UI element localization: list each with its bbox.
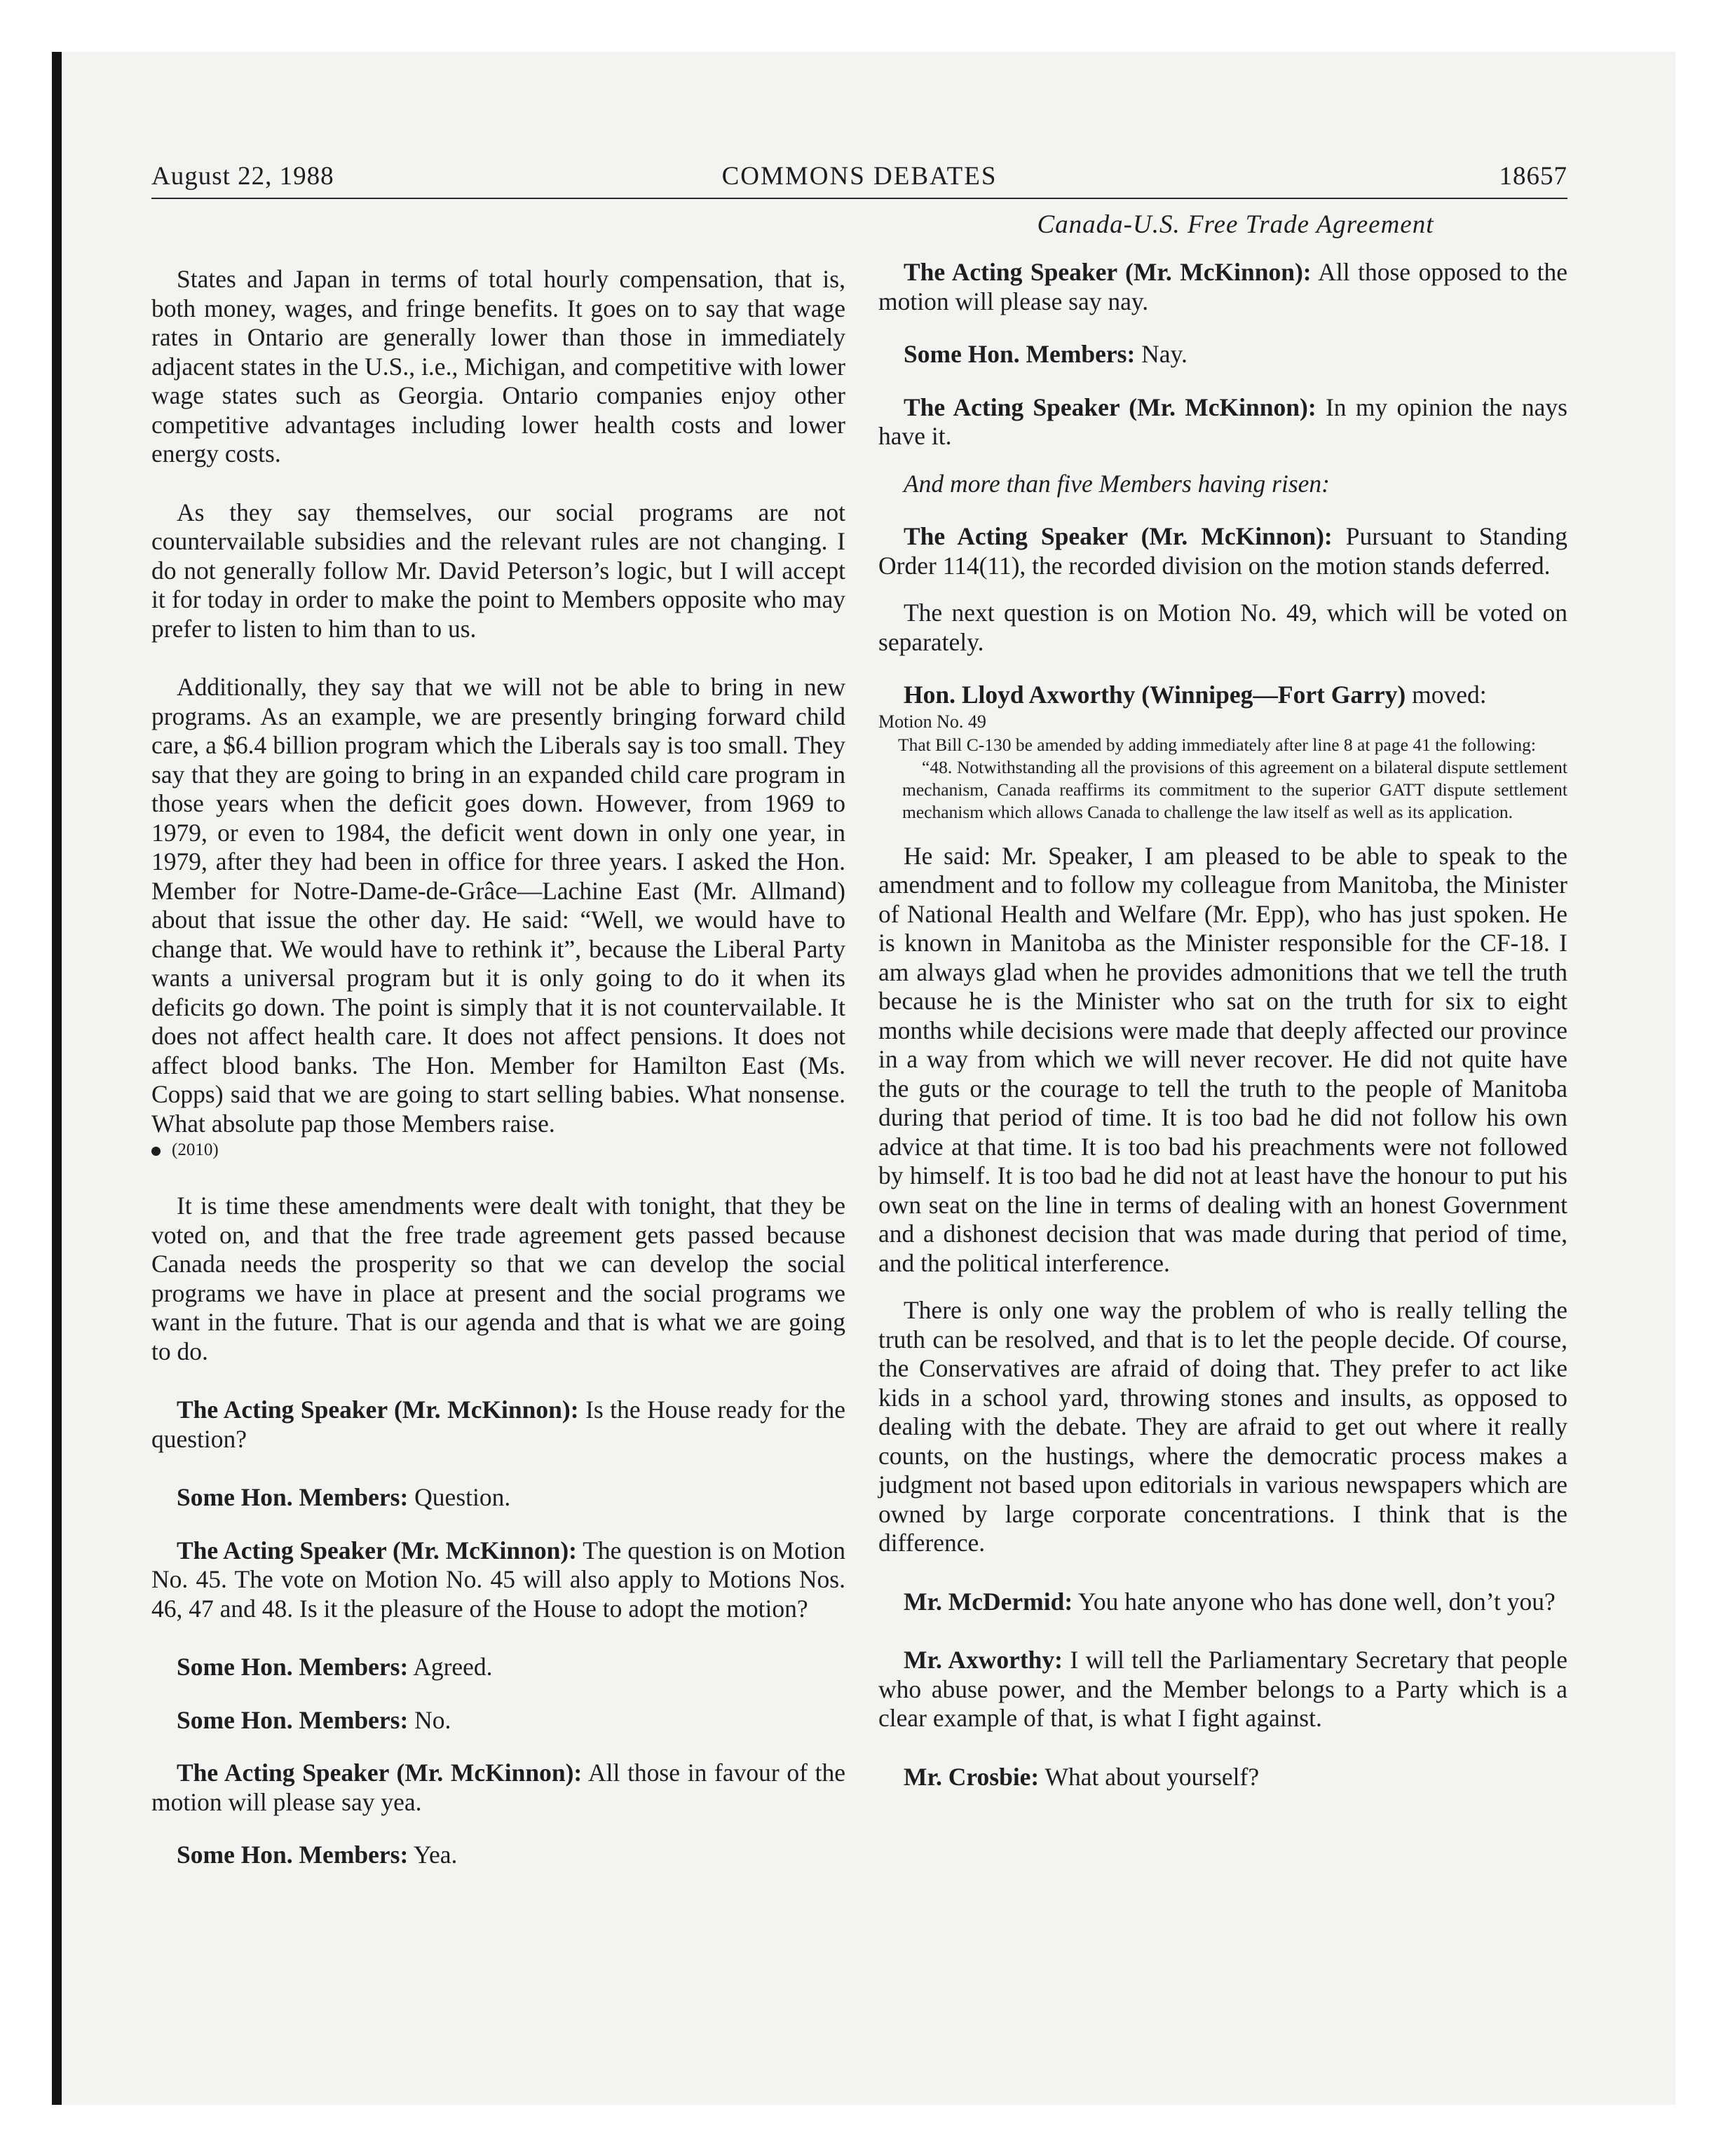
speech-entry: [151, 1759, 845, 1817]
paragraph: There is only one way the problem of who is really telling the truth can be resolved, and that is to let the people decide. Of course, the Conservatives are afraid of doing that. They prefer to act like kids in a school yard, throwing stones and insults, as opposed to dealing with the debate. They are afraid to get out where it really counts, on the hustings, where the democratic process makes a judgment not based upon editorials in various newspapers which are owned by large corporate concentrations. I think that is the difference.: [878, 1296, 1567, 1557]
speech-text: What about yourself?: [1039, 1762, 1260, 1791]
speech-entry: [151, 1536, 845, 1624]
speech-entry: [878, 1763, 1567, 1792]
speaker-name: The Acting Speaker (Mr. McKinnon):: [177, 1759, 583, 1787]
right-column: [878, 210, 1567, 1792]
speaker-name: Some Hon. Members:: [904, 340, 1136, 368]
speaker-name: Some Hon. Members:: [177, 1653, 409, 1681]
speech-entry: [151, 1841, 845, 1870]
header-page-number: 18657: [1499, 162, 1567, 191]
speech-text: I will tell the Parliamentary Secretary that people who abuse power, and the Member belongs to a Party which is a clear example of that, is what I fight against.: [878, 1646, 1567, 1732]
speaker-name: The Acting Speaker (Mr. McKinnon):: [904, 393, 1316, 421]
header-date: August 22, 1988: [151, 162, 334, 191]
stage-direction: And more than five Members having risen:: [904, 469, 1330, 498]
paragraph: The next question is on Motion No. 49, which will be voted on separately.: [878, 599, 1567, 656]
speech-text: Agreed.: [408, 1653, 493, 1681]
speech-text: All those opposed to the motion will please say nay.: [878, 258, 1567, 315]
speech-text: Nay.: [1135, 340, 1188, 368]
scan-edge-shadow: [52, 52, 62, 2105]
speaker-name: Mr. Crosbie:: [904, 1762, 1040, 1791]
speaker-name: Some Hon. Members:: [177, 1841, 409, 1869]
speech-text: In my opinion the nays have it.: [878, 393, 1567, 450]
speech-text: Pursuant to Standing Order 114(11), the recorded division on the motion stands deferred.: [878, 522, 1567, 580]
speech-text: No.: [408, 1705, 451, 1734]
speech-entry: [878, 258, 1567, 316]
paragraph: States and Japan in terms of total hourly compensation, that is, both money, wages, and fringe benefits. It goes on to say that wage rates in Ontario are generally lower than those in immediately adjacent states in the U.S., i.e., Michigan, and competitive with lower wage states such as Georgia. Ontario companies enjoy other competitive advantages including lower health costs and lower energy costs.: [151, 265, 845, 468]
speech-text: Question.: [408, 1483, 511, 1511]
speaker-name: Some Hon. Members:: [177, 1483, 409, 1511]
speech-entry: [878, 340, 1567, 369]
speaker-name: The Acting Speaker (Mr. McKinnon):: [177, 1536, 577, 1564]
speech-text: You hate anyone who has done well, don’t you?: [1073, 1587, 1556, 1616]
speaker-name: Mr. Axworthy:: [904, 1646, 1063, 1674]
speech-entry: [878, 681, 1567, 710]
section-heading: Canada-U.S. Free Trade Agreement: [1037, 210, 1434, 239]
paragraph: It is time these amendments were dealt with tonight, that they be voted on, and that the free trade agreement gets passed because Canada needs the prosperity so that we can develop the social programs we have in place at present and the social programs we want in the future. That is our agenda and that is what we are going to do.: [151, 1192, 845, 1365]
speech-entry: [878, 1588, 1567, 1617]
speech-text: The question is on Motion No. 45. The vote on Motion No. 45 will also apply to Motions Nos. 46, 47 and 48. Is it the pleasure of the House to adopt the motion?: [151, 1536, 845, 1623]
speech-entry: [151, 1653, 845, 1682]
speaker-name: The Acting Speaker (Mr. McKinnon):: [177, 1396, 579, 1424]
paragraph: Additionally, they say that we will not be able to bring in new programs. As an example, we are presently bringing forward child care, a $6.4 billion program which the Liberals say is too small. They say that they are going to bring in an expanded child care program in those years when the deficit goes down. However, from 1969 to 1979, or even to 1984, the deficit went down in only one year, in 1979, after they had been in office for three years. I asked the Hon. Member for Notre-Dame-de-Grâce—Lachine East (Mr. Allmand) about that issue the other day. He said: “Well, we would have to change that. We would have to rethink it”, because the Liberal Party wants a universal program but it is only going to do it when its deficits go down. The point is simply that it is not countervailable. It does not affect health care. It does not affect pensions. It does not affect blood banks. The Hon. Member for Hamilton East (Ms. Copps) said that we are going to start selling babies. What nonsense. What absolute pap those Members raise.: [151, 673, 845, 1138]
motion-label: Motion No. 49: [878, 711, 986, 732]
motion-quote: “48. Notwithstanding all the provisions of this agreement on a bilateral dispute settlement mechanism, Canada reaffirms its commitment to the superior GATT dispute settlement mechanism which allows Canada to challenge the law itself as well as its application.: [902, 756, 1567, 822]
left-column: [151, 210, 845, 1870]
speech-text: Is the House ready for the question?: [151, 1396, 845, 1453]
speech-entry: [878, 522, 1567, 580]
header-title: COMMONS DEBATES: [721, 162, 998, 191]
speaker-name: Hon. Lloyd Axworthy (Winnipeg—Fort Garry): [904, 681, 1406, 709]
speech-entry: [878, 1646, 1567, 1733]
speech-entry: [878, 393, 1567, 451]
speech-text: All those in favour of the motion will please say yea.: [151, 1759, 845, 1816]
speech-text: Yea.: [408, 1841, 458, 1869]
motion-text: That Bill C-130 be amended by adding immediately after line 8 at page 41 the following:: [898, 734, 1536, 755]
speaker-name: Mr. McDermid:: [904, 1587, 1073, 1616]
speech-text: moved:: [1406, 681, 1487, 709]
time-marker-text: (2010): [172, 1140, 219, 1159]
speech-entry: [151, 1706, 845, 1735]
speaker-name: Some Hon. Members:: [177, 1705, 409, 1734]
running-header: [151, 161, 1567, 199]
time-marker: [151, 1138, 845, 1162]
speech-entry: [151, 1483, 845, 1513]
speaker-name: The Acting Speaker (Mr. McKinnon):: [904, 258, 1312, 286]
paragraph: As they say themselves, our social programs are not countervailable subsidies and the relevant rules are not changing. I do not generally follow Mr. David Peterson’s logic, but I will accept it for today in order to make the point to Members opposite who may prefer to listen to him than to us.: [151, 498, 845, 643]
paragraph: He said: Mr. Speaker, I am pleased to be able to speak to the amendment and to follow my colleague from Manitoba, the Minister of National Health and Welfare (Mr. Epp), who has just spoken. He is known in Manitoba as the Minister responsible for the CF-18. I am always glad when he provides admonitions that we tell the truth because he is the Minister who sat on the truth for six to eight months while decisions were made that deeply affected our province in a way from which we will never recover. He did not quite have the guts or the courage to tell the truth to the people of Manitoba during that period of time. It is too bad he did not follow his own advice at that time. It is too bad his preachments were not followed by himself. It is too bad he did not at least have the honour to put his own seat on the line in terms of dealing with an honest Government and a dishonest decision that was made during that period of time, and the political interference.: [878, 841, 1567, 1277]
speech-entry: [151, 1396, 845, 1454]
header-rule: [151, 198, 1567, 199]
bullet-icon: [151, 1147, 161, 1156]
speaker-name: The Acting Speaker (Mr. McKinnon):: [904, 522, 1333, 550]
